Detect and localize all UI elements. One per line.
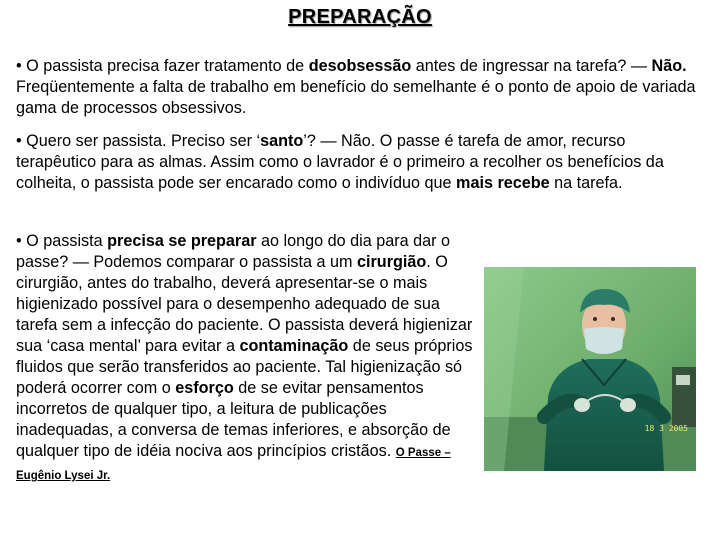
p3-bold-contaminacao: contaminação (239, 337, 349, 355)
surgeon-illustration (484, 267, 696, 471)
p2-text-a: • Quero ser passista. Preciso ser ‘ (16, 132, 261, 150)
p2-bold-mais-recebe: mais recebe (456, 174, 550, 192)
p1-text-e: Freqüentemente a falta de trabalho em benefício do semelhante é o ponto de apoio de variada gama de processos obsessivos. (16, 78, 696, 117)
photo-date-stamp: 18 3 2005 (644, 424, 688, 433)
page-title: PREPARAÇÃO (288, 6, 432, 28)
citation: O Passe – Eugênio Lysei Jr. (16, 447, 451, 482)
p3-bold-cirurgiao: cirurgião (357, 253, 427, 271)
paragraph-santo (16, 131, 706, 194)
p3-text-i: de se evitar pensamentos incorretos de qualquer tipo, a leitura de publicações inadequadas, a conversa de temas inferiores, e absorção de qualquer tipo de idéia nociva aos princípios cristãos. (16, 379, 451, 460)
p3-text-g: de seus próprios fluidos que serão transferidos ao paciente. Tal higienização só poderá ocorrer com o (16, 337, 473, 397)
p1-bold-nao: Não. (651, 57, 687, 75)
paragraph-desobsessao (16, 56, 706, 119)
p2-text-e: na tarefa. (549, 174, 623, 192)
p1-bold-desobsessao: desobsessão (308, 57, 412, 75)
equipment-screen (676, 375, 690, 385)
p3-text-a: • O passista (16, 232, 108, 250)
p3-bold-precisa-se-preparar: precisa se preparar (107, 232, 257, 250)
p3-bold-esforco: esforço (175, 379, 234, 397)
p1-text-c: antes de ingressar na tarefa? — (411, 57, 652, 75)
p1-text-a: • O passista precisa fazer tratamento de (16, 57, 309, 75)
paragraph-preparar (16, 231, 478, 487)
p2-bold-santo: santo (260, 132, 304, 150)
p2-text-c: ’? — Não. O passe é tarefa de amor, recurso terapêutico para as almas. Assim como o lavrador é o primeiro a recolher os benefícios da colheita, o passista pode ser encarado como o indivíduo que (16, 132, 664, 192)
p3-text-c: ao longo do dia para dar o passe? — Podemos comparar o passista a um (16, 232, 451, 271)
surgical-mask (584, 327, 624, 354)
left-eye (593, 317, 597, 321)
scrub-gown (544, 359, 664, 471)
p3-text-e: . O cirurgião, antes do trabalho, deverá apresentar-se o mais higienizado possível para o desempenho adequado de sua tarefa sem a infecção do paciente. O passista deverá higienizar sua ‘casa mental’ para evitar a (16, 253, 473, 355)
surgeon-photo (484, 267, 696, 471)
right-eye (611, 317, 615, 321)
